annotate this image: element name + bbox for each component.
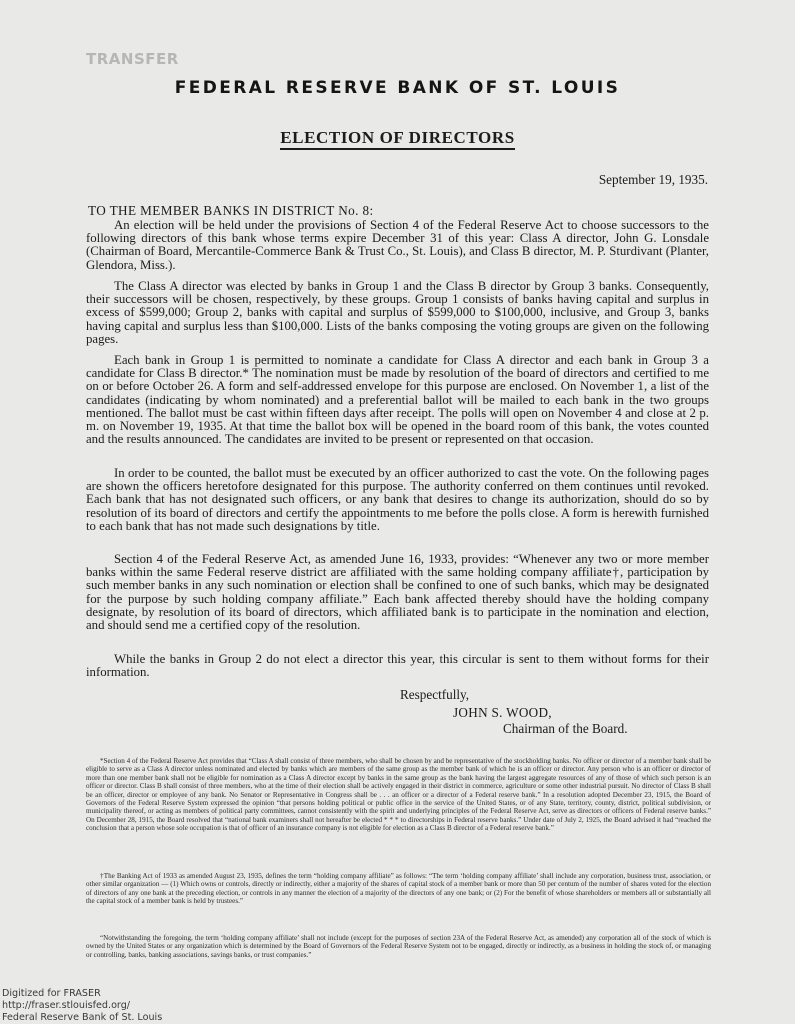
paragraph-5: Section 4 of the Federal Reserve Act, as amended June 16, 1933, provides: “Whenever any two or more member banks within the same Federal reserve district are affiliated with the same holding company affiliate†, participation by such member banks in any such nomination or election shall be confined to one of such banks, which may be designated for the purpose by such holding company affiliate.” Each bank affected thereby should have the holding company designate, by resolution of its board of directors, which affiliated bank is to participate in the nomination and election, and should send me a certified copy of the resolution. <box>86 552 709 633</box>
signature-closing: Respectfully, <box>400 687 470 702</box>
paragraph-2: The Class A director was elected by banks in Group 1 and the Class B director by Group 3 banks. Consequently, their successors will be chosen, respectively, by these groups. Group 1 consists of banks having capital and surplus in excess of $599,000; Group 2, banks with capital and surplus of $599,000 to $100,000, inclusive, and Group 3, banks having capital and surplus less than $100,000. Lists of the banks composing the voting groups are given on the following pages. <box>86 279 709 346</box>
transfer-stamp: TRANSFER <box>86 50 179 68</box>
paragraph-6: While the banks in Group 2 do not elect a director this year, this circular is sent to them without forms for their information. <box>86 652 709 680</box>
signature-title: Chairman of the Board. <box>503 721 628 736</box>
letter-date: September 19, 1935. <box>598 172 708 187</box>
digitized-label: Digitized for FRASER <box>2 988 101 999</box>
footnote-section-4: *Section 4 of the Federal Reserve Act provides that “Class A shall consist of three members, who shall be chosen by and be representative of the stockholding banks. No officer or director of a member bank shall be eligible to serve as a Class A director unless nominated and elected by banks which are members of the same group as the member bank of which he is an officer or director. Any person who is an officer or director of more than one member bank shall not be eligible for nomination as a Class A director except by banks in the same group as the bank having the largest aggregate resources of any of those of which such person is an officer or director. Class B shall consist of three members, who at the time of their election shall be actively engaged in their district in commerce, agriculture or some other industrial pursuit. No director of Class B shall be an officer, director or employee of any bank. No Senator or Representative in Congress shall be . . . an officer or a director of a Federal reserve bank.” In a resolution adopted December 23, 1915, the Board of Governors of the Federal Reserve System expressed the opinion “that persons holding political or public office in the service of the United States, or of any State, territory, county, district, political subdivision, or municipality thereof, or acting as members of political party committees, cannot consistently with the spirit and underlying principles of the Federal Reserve Act, serve as directors or officers of Federal reserve banks.” On December 28, 1915, the Board resolved that “national bank examiners shall not hereafter be elected * * * to directorships in Federal reserve banks.” Under date of July 2, 1925, the Board advised it had “reached the conclusion that a person whose sole occupation is that of officer of an insurance company is not eligible for election as a Class B director of a Federal reserve bank.” <box>86 757 711 833</box>
paragraph-1: An election will be held under the provisions of Section 4 of the Federal Reserve Act to choose successors to the following directors of this bank whose terms expire December 31 of this year: Class A director, John G. Lonsdale (Chairman of Board, Mercantile-Commerce Bank & Trust Co., St. Louis), and Class B director, M. P. Sturdivant (Planter, Glendora, Miss.). <box>86 218 709 272</box>
paragraph-3: Each bank in Group 1 is permitted to nominate a candidate for Class A director and each bank in Group 3 a candidate for Class B director.* The nomination must be made by resolution of the board of directors and certified to me on or before October 26. A form and self-addressed envelope for this purpose are enclosed. On November 1, a list of the candidates (indicating by whom nominated) and a preferential ballot will be mailed to each bank in the two groups mentioned. The ballot must be cast within fifteen days after receipt. The polls will open on November 4 and close at 2 p. m. on November 19, 1935. At that time the ballot box will be opened in the board room of this bank, the votes counted and the results announced. The candidates are invited to be present or represented on that occasion. <box>86 353 709 447</box>
document-heading <box>0 128 795 148</box>
paragraph-4: In order to be counted, the ballot must be executed by an officer authorized to cast the vote. On the following pages are shown the officers heretofore designated for this purpose. The authority conferred on them continues until revoked. Each bank that has not designated such officers, or any bank that desires to change its authorization, should do so by resolution of its board of directors and certify the appointments to me before the polls close. A form is herewith furnished to each bank that has not made such designations by title. <box>86 466 709 533</box>
heading-text: ELECTION OF DIRECTORS <box>280 128 515 150</box>
signature-name: JOHN S. WOOD, <box>453 705 552 720</box>
digitized-institution: Federal Reserve Bank of St. Louis <box>2 1012 163 1023</box>
footnote-notwithstanding: “Notwithstanding the foregoing, the term ‘holding company affiliate’ shall not include (except for the purposes of section 23A of the Federal Reserve Act, as amended) any corporation all of the stock of which is owned by the United States or any organization which is determined by the Board of Governors of the Federal Reserve System not to be engaged, directly or indirectly, as a business in holding the stock of, or managing or controlling, banks, banking associations, savings banks, or trust companies.” <box>86 934 711 959</box>
salutation: TO THE MEMBER BANKS IN DISTRICT No. 8: <box>88 203 374 218</box>
footnote-holding-company: †The Banking Act of 1933 as amended August 23, 1935, defines the term “holding company affiliate” as follows: “The term ‘holding company affiliate’ shall include any corporation, business trust, association, or other similar organization — (1) Which owns or controls, directly or indirectly, either a majority of the shares of capital stock of a member bank or more than 50 per centum of the number of shares voted for the election of directors of any one bank at the preceding election, or controls in any manner the election of a majority of the directors of any one bank; or (2) For the benefit of whose shareholders or members all or substantially all the capital stock of a member bank is held by trustees.” <box>86 872 711 906</box>
bank-title: FEDERAL RESERVE BANK OF ST. LOUIS <box>174 78 621 98</box>
fraser-link[interactable]: http://fraser.stlouisfed.org/ <box>2 1000 131 1011</box>
